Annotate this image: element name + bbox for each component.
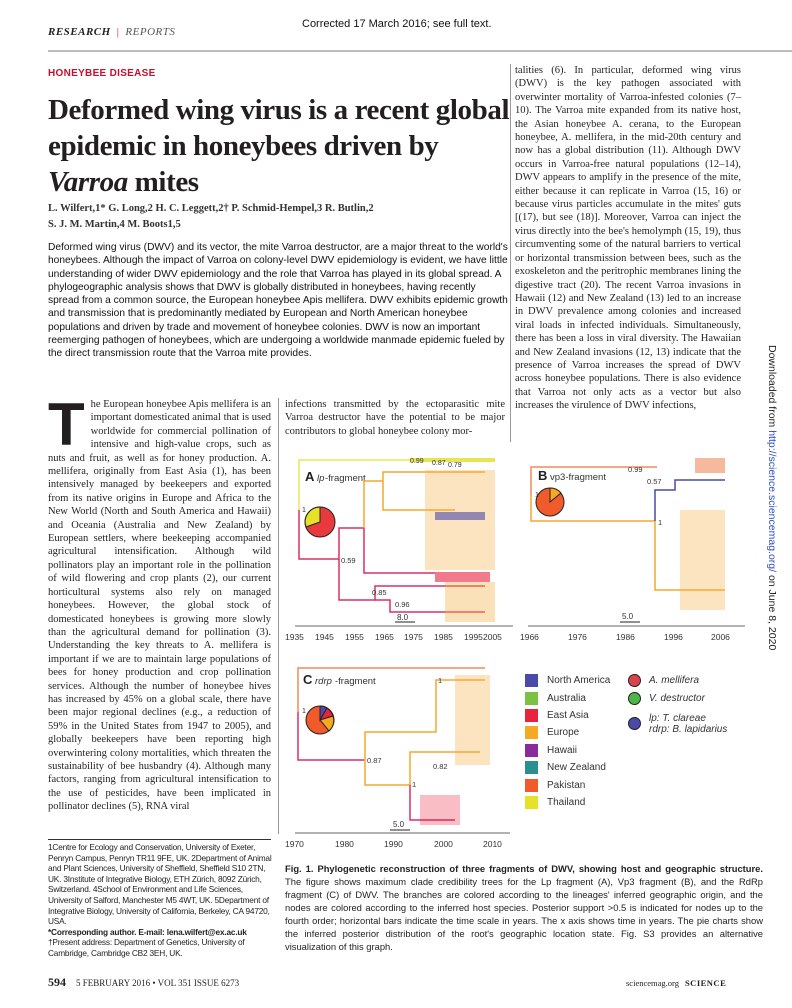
svg-text:B: B <box>538 468 548 483</box>
svg-text:-fragment: -fragment <box>325 473 366 484</box>
legend-label: Europe <box>547 727 580 739</box>
panel-c-tree <box>285 668 510 849</box>
legend-label: Thailand <box>547 796 586 808</box>
legend-item <box>628 672 727 689</box>
title-italic: Varroa <box>48 166 128 198</box>
svg-text:1945: 1945 <box>315 632 334 642</box>
svg-text:5.0: 5.0 <box>393 820 405 829</box>
svg-text:2010: 2010 <box>483 839 502 849</box>
svg-text:C: C <box>303 672 313 687</box>
authors-line-1: L. Wilfert,1* G. Long,2 H. C. Leggett,2† P. Schmid-Hempel,3 R. Butlin,2 <box>48 203 374 214</box>
legend-label: North America <box>547 675 611 687</box>
column-divider <box>278 398 279 834</box>
swatch-pakistan <box>525 779 538 792</box>
swatch-australia <box>525 692 538 705</box>
legend-item <box>525 759 610 776</box>
legend-item <box>525 707 610 724</box>
svg-text:0.87: 0.87 <box>432 460 446 467</box>
figure-caption <box>285 862 763 953</box>
footnote-divider <box>48 839 271 840</box>
svg-text:0.99: 0.99 <box>410 458 424 465</box>
download-note <box>766 345 778 675</box>
legend-label: lp: T. clareae <box>649 712 706 724</box>
site-link[interactable]: sciencemag.org <box>626 978 679 988</box>
body-text: he European honeybee Apis mellifera is an important domesticated animal that is used worldwide for commercial pollination of intensive and high-value crops, such as nuts and fruit, as well as for honey production. A. mellifera, originally from East Asia (1), has been intensively managed by beekeepers and exported from its native origins in Europe and Africa to the New World (North and South America and Hawaii) and Oceania (Australia and New Zealand) by European settlers, where beekeeping accompanied agricultural intensification. Although wild pollinators play an important role in the pollination of wild flowering and crop plants (2), our current horticultural systems also rely on managed honeybees. However, the global stock of domesticated honeybees is growing more slowly than the agricultural demand for pollination (3). Understanding the key threats to A. mellifera is important if we are to maintain large populations of bees for honey production and crop pollination services. Although the number of honeybee hives has increased by 45% on a global scale, there have been major regional declines (e.g., a reduction of 59% in the United States from 1947 to 2005), and globally beekeepers have been reporting high overwintering colony mortalities, which threaten the sustainability of bee husbandry (4). Although many factors, ranging from agricultural intensification to the use of pesticides, have been implicated in pollinator declines (5), RNA viral <box>48 399 271 813</box>
swatch-thailand <box>525 796 538 809</box>
drop-cap: T <box>48 391 85 458</box>
svg-text:2005: 2005 <box>483 632 502 642</box>
svg-text:1975: 1975 <box>404 632 423 642</box>
issue-info: 5 FEBRUARY 2016 • VOL 351 ISSUE 6273 <box>76 978 240 988</box>
body-column-1 <box>48 391 271 814</box>
svg-text:rdrp: rdrp <box>315 676 332 687</box>
svg-text:1996: 1996 <box>664 632 683 642</box>
svg-text:1: 1 <box>302 507 306 514</box>
host-dot-icon <box>628 692 641 705</box>
svg-text:0.85: 0.85 <box>372 588 387 597</box>
panel-b-tree <box>520 458 745 642</box>
caption-title: Fig. 1. Phylogenetic reconstruction of three fragments of DWV, showing host and geographic structure. <box>285 863 763 874</box>
legend-label: rdrp: B. lapidarius <box>649 723 728 735</box>
legend-label-group <box>649 713 727 735</box>
svg-text:0.59: 0.59 <box>341 556 356 565</box>
correction-note: Corrected 17 March 2016; see full text. <box>302 18 492 30</box>
region-legend <box>525 672 610 811</box>
swatch-hawaii <box>525 744 538 757</box>
swatch-europe <box>525 726 538 739</box>
corresponding-author: *Corresponding author. E-mail: lena.wilfert@ex.ac.uk <box>48 926 247 937</box>
legend-item <box>525 776 610 793</box>
affiliations: 1Centre for Ecology and Conservation, University of Exeter, Penryn Campus, Penryn TR11 9FE, UK. 2Department of Animal and Plant Sciences, University of Sheffield, Sheffield S10 2TN, UK. 3Institute of Integrative Biology, ETH Zürich, 8092 Zürich, Switzerland. 4School of Environment and Life Sciences, University of Salford, Manchester M5 4WT, UK. 5Department of Integrative Biology, University of California, Berkeley, CA 94720, USA. <box>48 842 272 927</box>
svg-text:A: A <box>305 469 315 484</box>
svg-text:1970: 1970 <box>285 839 304 849</box>
swatch-east-asia <box>525 709 538 722</box>
footer-left <box>48 975 239 990</box>
section-header <box>48 26 175 38</box>
svg-text:0.87: 0.87 <box>367 756 382 765</box>
legend-label: Pakistan <box>547 779 586 791</box>
svg-text:2006: 2006 <box>711 632 730 642</box>
legend-item <box>525 724 610 741</box>
svg-text:8.0: 8.0 <box>397 613 409 622</box>
svg-text:vp3-fragment: vp3-fragment <box>550 472 606 483</box>
svg-text:1966: 1966 <box>520 632 539 642</box>
legend-label: V. destructor <box>649 692 705 704</box>
host-legend <box>628 672 727 741</box>
legend-item <box>525 794 610 811</box>
svg-text:0.99: 0.99 <box>628 465 643 474</box>
body-column-3: talities (6). In particular, deformed wing virus (DWV) is the key pathogen associated with overwinter mortality of Varroa-infested colonies (7–10). The Varroa mite expanded from its native host, the Asian honeybee A. cerana, to the European honeybee, A. mellifera, in the mid-20th century and now has a global distribution (11). Although DWV occurs in Varroa-free natural populations (12–14), DWV appears to amplify in the presence of the mite, either because it can replicate in Varroa (15, 16) or because virus particles accumulate in the mites' guts [(17), but see (18)]. Moreover, Varroa can inject the virus directly into the bee's hemolymph (15, 19), thus circumventing some of the natural barriers to vertical or horizontal transmission between bees, such as the exoskeleton and the peritrophic membranes lining the digestive tract (20). The recent Varroa invasions in Hawaii (12) and New Zealand (13) led to an increase in DWV prevalence among colonies and increased viral loads in infected individuals. Simultaneously, there has been a loss in viral diversity. The Hawaiian and New Zealand invasions (12, 13) indicate that the presence of Varroa increases the spread of DWV across honeybee populations. There is also evidence that Varroa not only acts as a vector but also increases the virulence of DWV infections, <box>515 65 741 412</box>
authors-line-2: S. J. M. Martin,4 M. Boots1,5 <box>48 219 181 230</box>
legend-label: Hawaii <box>547 744 578 756</box>
kicker: HONEYBEE DISEASE <box>48 68 156 79</box>
svg-text:lp: lp <box>317 473 325 484</box>
legend-item <box>525 742 610 759</box>
svg-text:0.79: 0.79 <box>448 462 462 469</box>
svg-text:1986: 1986 <box>616 632 635 642</box>
journal-name: SCIENCE <box>684 978 727 988</box>
host-dot-icon <box>628 717 641 730</box>
footnotes <box>48 842 273 959</box>
body-column-2: infections transmitted by the ectoparasitic mite Varroa destructor have the potential to be major contributors to global honeybee colony mor- <box>285 399 505 437</box>
page-number: 594 <box>48 975 66 989</box>
svg-text:0.96: 0.96 <box>395 600 410 609</box>
download-suffix: on June 8, 2020 <box>766 572 778 651</box>
legend-item <box>628 707 727 741</box>
swatch-north-america <box>525 674 538 687</box>
article-title <box>48 92 518 200</box>
legend-item <box>525 689 610 706</box>
svg-text:1955: 1955 <box>345 632 364 642</box>
footer-right <box>626 978 726 988</box>
legend-item <box>628 689 727 706</box>
column-divider <box>510 64 511 442</box>
host-dot-icon <box>628 674 641 687</box>
svg-text:1: 1 <box>658 518 663 527</box>
present-address: †Present address: Department of Genetics, University of Cambridge, Cambridge CB2 3EH, UK. <box>48 937 245 958</box>
svg-text:1: 1 <box>438 676 443 685</box>
caption-text: The figure shows maximum clade credibility trees for the Lp fragment (A), Vp3 fragment (B), and the RdRp fragment (C) of DWV. The branches are colored according to the lineages' inferred geographic origin, and the nodes are colored according to the inferred host species. Posterior support >0.5 is indicated for nodes up to the fourth order; horizontal bars indicate the time scale in years. The x axis shows time in years. The pie charts show the inferred posterior distribution of the root's geographic location state. Fig. S3 provides an alternative visualization of this graph. <box>285 876 763 952</box>
svg-text:2000: 2000 <box>434 839 453 849</box>
legend-label: New Zealand <box>547 762 606 774</box>
section-label: RESEARCH <box>48 26 111 38</box>
download-link[interactable]: http://science.sciencemag.org/ <box>766 430 778 573</box>
svg-text:-fragment: -fragment <box>335 676 376 687</box>
svg-text:0.82: 0.82 <box>433 762 448 771</box>
abstract: Deformed wing virus (DWV) and its vector, the mite Varroa destructor, are a major threat to the world's honeybees. Although the impact of Varroa on colony-level DWV epidemiology is evident, we have little understanding of wider DWV epidemiology and the role that Varroa has played in its global spread. A phylogeographic analysis shows that DWV is globally distributed in honeybees, having recently spread from a common source, the European honeybee Apis mellifera. DWV exhibits epidemic growth and transmission that is predominantly mediated by European and North American honeybee populations and driven by trade and movement of honeybee colonies. DWV is now an important reemerging pathogen of honeybees, which are undergoing a worldwide manmade epidemic fueled by the direct transmission route that the Varroa mite provides. <box>48 242 508 360</box>
svg-text:0.57: 0.57 <box>647 477 662 486</box>
legend-label: East Asia <box>547 709 589 721</box>
legend-label: Australia <box>547 692 586 704</box>
title-text: Deformed wing virus is a recent global epidemic in honeybees driven by <box>48 94 510 162</box>
svg-text:1976: 1976 <box>568 632 587 642</box>
svg-text:1: 1 <box>412 780 417 789</box>
download-prefix: Downloaded from <box>766 345 778 431</box>
separator: | <box>116 26 120 38</box>
svg-text:5.0: 5.0 <box>622 612 634 621</box>
svg-text:1990: 1990 <box>384 839 403 849</box>
panel-a-tree <box>285 458 513 642</box>
svg-text:1980: 1980 <box>335 839 354 849</box>
svg-text:1965: 1965 <box>375 632 394 642</box>
svg-text:1935: 1935 <box>285 632 304 642</box>
legend-label: A. mellifera <box>649 675 700 687</box>
authors <box>48 201 508 233</box>
swatch-new-zealand <box>525 761 538 774</box>
header-divider <box>48 50 792 52</box>
title-text-end: mites <box>127 166 199 198</box>
svg-text:1995: 1995 <box>464 632 483 642</box>
legend-item <box>525 672 610 689</box>
svg-text:1: 1 <box>535 492 539 499</box>
subsection-label: REPORTS <box>125 26 176 38</box>
svg-text:1985: 1985 <box>434 632 453 642</box>
svg-text:1: 1 <box>302 708 306 715</box>
